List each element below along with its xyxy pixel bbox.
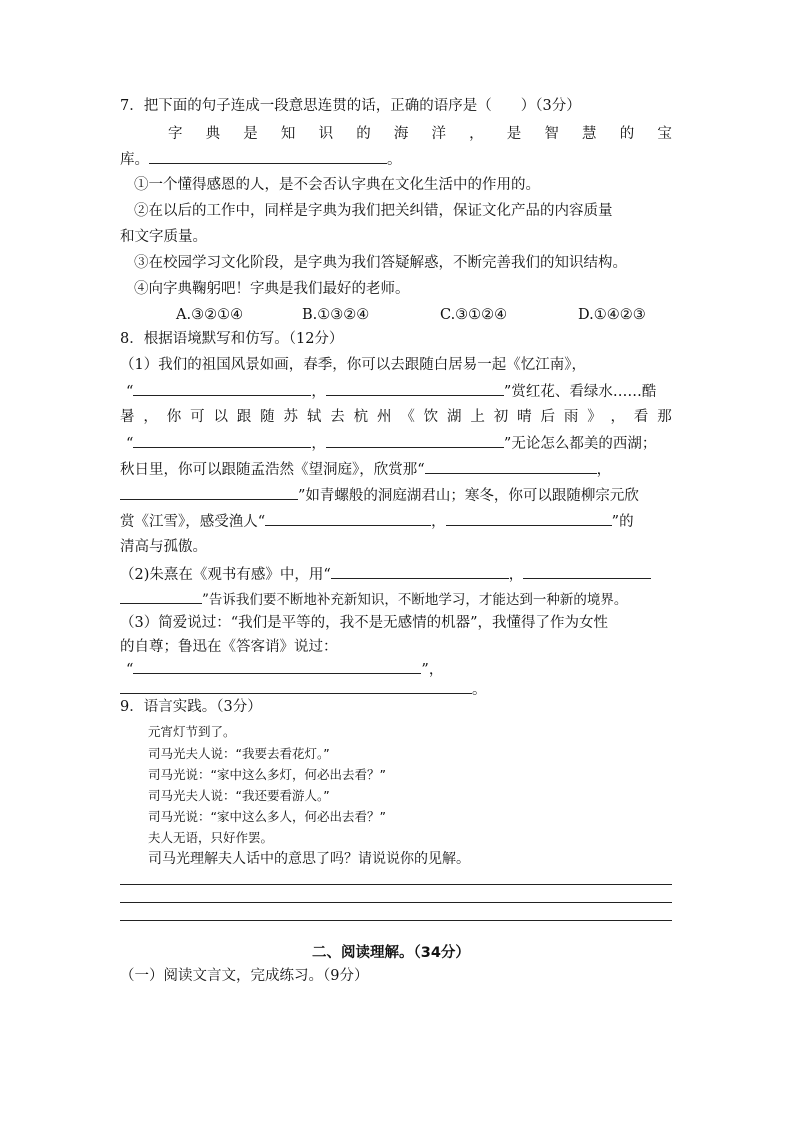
- q9-title: 9．语言实践。（3分）: [120, 699, 262, 715]
- q7-title: 7．把下面的句子连成一段意思连贯的话，正确的语序是（ ）（3分）: [120, 98, 581, 114]
- comma: ，: [508, 567, 524, 583]
- q8-blank-6[interactable]: [120, 485, 298, 500]
- q8-blank-9[interactable]: [331, 564, 509, 579]
- text-char: 晴: [517, 409, 532, 425]
- text-char: 上: [470, 409, 485, 425]
- q7-option-d[interactable]: D.①④②③: [578, 307, 646, 323]
- text-char: 去: [330, 409, 345, 425]
- q8-blank-4[interactable]: [326, 433, 504, 448]
- q8-p2-line2-end: ”告诉我们要不断地补充新知识，不断地学习，才能达到一种新的境界。: [202, 592, 628, 608]
- q8-p2-line2: [120, 589, 627, 610]
- text-char: 饮: [423, 409, 439, 425]
- q7-stem-tail: 。: [387, 152, 402, 168]
- q8-p1-line2: [126, 381, 656, 402]
- section2-title: 二、阅读理解。（34分）: [312, 945, 470, 961]
- text-char: 海: [393, 126, 409, 142]
- text-char: 州: [376, 409, 392, 425]
- comma: ，: [596, 462, 612, 478]
- text-char: 智: [544, 126, 559, 142]
- q7-sentence-2a: ②在以后的工作中，同样是字典为我们把关纠错，保证文化产品的内容质量: [134, 203, 613, 219]
- q8-p3-line2: 的自尊；鲁迅在《答客诮》说过：: [120, 639, 338, 655]
- quote-open: “: [126, 662, 134, 678]
- q7-sentence-3: ③在校园学习文化阶段，是字典为我们答疑解惑，不断完善我们的知识结构。: [134, 255, 627, 271]
- text-char: 轼: [306, 409, 322, 425]
- q7-stem-end-text: 库。: [120, 152, 149, 168]
- text-char: 知: [280, 126, 296, 142]
- q8-blank-8[interactable]: [446, 511, 612, 526]
- q8-blank-2[interactable]: [326, 381, 504, 396]
- q8-p1-line4: [126, 433, 656, 454]
- q8-p1-line4-end: ”无论怎么都美的西湖；: [503, 436, 657, 452]
- q9-dialogue-line: 夫人无语，只好作罢。: [148, 830, 274, 845]
- answer-line[interactable]: [120, 920, 672, 921]
- q8-blank-1[interactable]: [133, 381, 311, 396]
- text-char: 是: [506, 126, 522, 142]
- q8-p2-line1-text: （2)朱熹在《观书有感》中，用“: [120, 567, 331, 583]
- q8-p1-line7-end: ”的: [611, 514, 634, 530]
- q8-blank-10b[interactable]: [120, 589, 202, 604]
- text-char: 以: [213, 409, 228, 425]
- text-char: 看: [633, 409, 649, 425]
- text-char: 湖: [447, 409, 462, 425]
- text-char: ，: [469, 126, 484, 142]
- section2-sub1: （一）阅读文言文，完成练习。（9分）: [120, 968, 369, 984]
- q8-p1-line6: [120, 485, 639, 506]
- q7-answer-blank[interactable]: [149, 149, 387, 164]
- text-char: ，: [610, 409, 626, 425]
- text-char: 可: [190, 409, 205, 425]
- q7-option-b[interactable]: B.①③②④: [302, 307, 370, 323]
- q8-title: 8．根据语境默写和仿写。（12分）: [120, 331, 344, 347]
- q7-sentence-1: ①一个懂得感恩的人，是不会否认字典在文化生活中的作用的。: [134, 177, 540, 193]
- q8-blank-10a[interactable]: [523, 564, 651, 579]
- q8-blank-12[interactable]: [120, 679, 472, 694]
- q8-p1-line2-end: ”赏红花、看绿水……酷: [503, 384, 657, 400]
- q8-blank-11[interactable]: [133, 659, 421, 674]
- text-char: 暑: [120, 409, 135, 425]
- q7-option-a[interactable]: A.③②①④: [176, 307, 244, 323]
- q8-p1-line7-text: 赏《江雪》，感受渔人“: [120, 514, 266, 530]
- text-char: 宝: [657, 126, 672, 142]
- q7-stem-end: [120, 149, 402, 170]
- q8-p1-line1: （1）我们的祖国风景如画，春季，你可以去跟随白居易一起《忆江南》，: [120, 357, 586, 373]
- quote-open: “: [126, 384, 134, 400]
- q8-blank-5[interactable]: [425, 459, 597, 474]
- comma: ，: [311, 436, 326, 452]
- q8-p3-line3-end: ”，: [421, 662, 444, 678]
- q8-p1-line8: 清高与孤傲。: [120, 539, 207, 555]
- q8-blank-3[interactable]: [133, 433, 311, 448]
- text-char: 跟: [236, 409, 252, 425]
- text-char: 典: [205, 126, 221, 142]
- answer-line[interactable]: [120, 902, 672, 903]
- q7-option-c[interactable]: C.③①②④: [440, 307, 508, 323]
- text-char: 雨: [563, 409, 579, 425]
- q9-dialogue-line: 司马光夫人说：“我要去看花灯。”: [148, 746, 330, 761]
- text-char: 杭: [353, 409, 369, 425]
- q9-dialogue-line: 司马光夫人说：“我还要看游人。”: [148, 788, 330, 803]
- q7-sentence-4: ④向字典鞠躬吧！字典是我们最好的老师。: [134, 281, 410, 297]
- q8-p1-line3: [120, 407, 672, 427]
- text-char: 字: [168, 126, 183, 142]
- q9-dialogue-line: 司马光说：“家中这么多人，何必出去看？”: [148, 809, 386, 824]
- q8-p3-line1: （3）简爱说过：“我们是平等的，我不是无感情的机器”，我懂得了作为女性: [120, 615, 609, 631]
- text-char: 的: [356, 126, 371, 142]
- q9-dialogue-line: 元宵灯节到了。: [148, 724, 236, 739]
- answer-line[interactable]: [120, 884, 672, 885]
- q8-blank-7[interactable]: [265, 511, 431, 526]
- period: 。: [472, 682, 487, 698]
- text-char: 的: [619, 126, 635, 142]
- text-char: 是: [243, 126, 258, 142]
- comma: ，: [311, 384, 326, 400]
- q8-p1-line5: [120, 459, 611, 480]
- q8-p1-line5-text: 秋日里，你可以跟随孟浩然《望洞庭》，欣赏那“: [120, 462, 425, 478]
- q8-p3-line3: [126, 659, 443, 680]
- text-char: 你: [166, 409, 182, 425]
- text-char: 那: [657, 409, 672, 425]
- q8-p1-line7: [120, 511, 634, 532]
- q8-p2-line1: [120, 564, 651, 585]
- text-char: 后: [540, 409, 555, 425]
- comma: ，: [431, 514, 446, 530]
- q9-question: 司马光理解夫人话中的意思了吗？请说说你的见解。: [148, 851, 470, 867]
- text-char: 》: [587, 409, 602, 425]
- text-char: 随: [260, 409, 275, 425]
- text-char: 识: [318, 126, 334, 142]
- text-char: 慧: [582, 126, 597, 142]
- q7-sentence-2b: 和文字质量。: [120, 229, 207, 245]
- q8-p1-line6-end: ”如青螺般的洞庭湖君山；寒冬，你可以跟随柳宗元欣: [298, 488, 639, 504]
- text-char: 苏: [283, 409, 299, 425]
- q9-dialogue-line: 司马光说：“家中这么多灯，何必出去看？”: [148, 767, 386, 782]
- quote-open: “: [126, 436, 134, 452]
- q7-stem-line: [120, 124, 672, 144]
- text-char: ，: [143, 409, 158, 425]
- text-char: 洋: [431, 126, 446, 142]
- text-char: 初: [493, 409, 509, 425]
- text-char: 《: [400, 409, 415, 425]
